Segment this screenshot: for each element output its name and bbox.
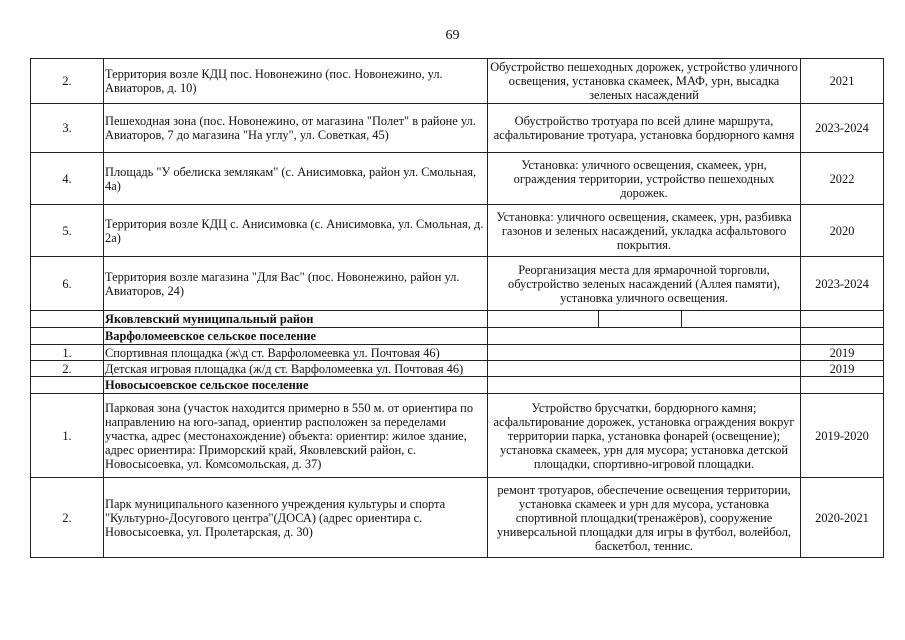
district-heading-row — [31, 311, 884, 328]
row-number: 2. — [31, 478, 104, 558]
works-description — [488, 345, 801, 361]
object-name: Площадь "У обелиска землякам" (с. Анисимовка, район ул. Смольная, 4а) — [104, 153, 488, 205]
table-row — [31, 104, 884, 153]
works-description: Установка: уличного освещения, скамеек, урн, ограждения территории, устройство пешеходных дорожек. — [488, 153, 801, 205]
object-name: Пешеходная зона (пос. Новонежино, от магазина "Полет" в районе ул. Авиаторов, 7 до магазина "На углу", ул. Советкая, 45) — [104, 104, 488, 153]
settlement-heading-row — [31, 377, 884, 394]
row-number: 4. — [31, 153, 104, 205]
table-row — [31, 361, 884, 377]
row-number: 5. — [31, 205, 104, 257]
settlement-heading: Новосысоевское сельское поселение — [104, 377, 488, 394]
object-name: Территория возле КДЦ с. Анисимовка (с. Анисимовка, ул. Смольная, д. 2а) — [104, 205, 488, 257]
table-row — [31, 205, 884, 257]
row-number: 1. — [31, 394, 104, 478]
page-number: 69 — [445, 28, 460, 43]
row-number: 3. — [31, 104, 104, 153]
row-number: 2. — [31, 59, 104, 104]
object-name: Парковая зона (участок находится примерно в 550 м. от ориентира по направлению на юго-запад, ориентир расположен за переделами участка, адрес (местонахождение) объекта: ориентир: жилое здание, адрес ориентира: Приморский край, Яковлевский район, с. Новосысоевка, ул. Комсомольская, д. 37) — [104, 394, 488, 478]
works-description — [488, 361, 801, 377]
year-cell: 2020 — [801, 205, 884, 257]
table-row — [31, 257, 884, 311]
works-description: Устройство брусчатки, бордюрного камня; асфальтирование дорожек, установка ограждения вокруг территории парка, установка фонарей (освещение); установка скамеек, урн для мусора; установка детской площадки, спортивно-игровой площадки. — [488, 394, 801, 478]
year-cell: 2023-2024 — [801, 104, 884, 153]
table-row — [31, 478, 884, 558]
works-description: Реорганизация места для ярмарочной торговли, обустройство зеленых насаждений (Аллея памяти), установка уличного освещения. — [488, 257, 801, 311]
year-cell: 2022 — [801, 153, 884, 205]
object-name: Парк муниципального казенного учреждения культуры и спорта "Культурно-Досугового центра"(ДОСА) (адрес ориентира с. Новосысоевка, ул. Пролетарская, д. 30) — [104, 478, 488, 558]
works-description: Установка: уличного освещения, скамеек, урн, разбивка газонов и зеленых насаждений, укладка асфальтового покрытия. — [488, 205, 801, 257]
table-row — [31, 394, 884, 478]
table-row — [31, 153, 884, 205]
works-description: Обустройство пешеходных дорожек, устройство уличного освещения, установка скамеек, МАФ, урн, высадка зеленых насаждений — [488, 59, 801, 104]
object-name: Территория возле магазина "Для Вас" (пос. Новонежино, район ул. Авиаторов, 24) — [104, 257, 488, 311]
object-name: Территория возле КДЦ пос. Новонежино (пос. Новонежино, ул. Авиаторов, д. 10) — [104, 59, 488, 104]
year-cell: 2019 — [801, 345, 884, 361]
settlement-heading-row — [31, 328, 884, 345]
year-cell: 2021 — [801, 59, 884, 104]
year-cell: 2019-2020 — [801, 394, 884, 478]
year-cell: 2020-2021 — [801, 478, 884, 558]
year-cell: 2023-2024 — [801, 257, 884, 311]
table-row — [31, 345, 884, 361]
object-name: Детская игровая площадка (ж/д ст. Варфоломеевка ул. Почтовая 46) — [104, 361, 488, 377]
year-cell: 2019 — [801, 361, 884, 377]
row-number: 1. — [31, 345, 104, 361]
settlement-heading: Варфоломеевское сельское поселение — [104, 328, 488, 345]
object-name: Спортивная площадка (ж\д ст. Варфоломеевка ул. Почтовая 46) — [104, 345, 488, 361]
works-description: ремонт тротуаров, обеспечение освещения территории, установка скамеек и урн для мусора, установка спортивной площадки(тренажёров), сооружение универсальной площадки для игры в футбол, волейбол, баскетбол, теннис. — [488, 478, 801, 558]
works-description: Обустройство тротуара по всей длине маршрута, асфальтирование тротуара, установка бордюрного камня — [488, 104, 801, 153]
district-heading: Яковлевский муниципальный район — [104, 311, 488, 328]
row-number: 2. — [31, 361, 104, 377]
table-row — [31, 59, 884, 104]
objects-table — [30, 58, 884, 558]
row-number: 6. — [31, 257, 104, 311]
